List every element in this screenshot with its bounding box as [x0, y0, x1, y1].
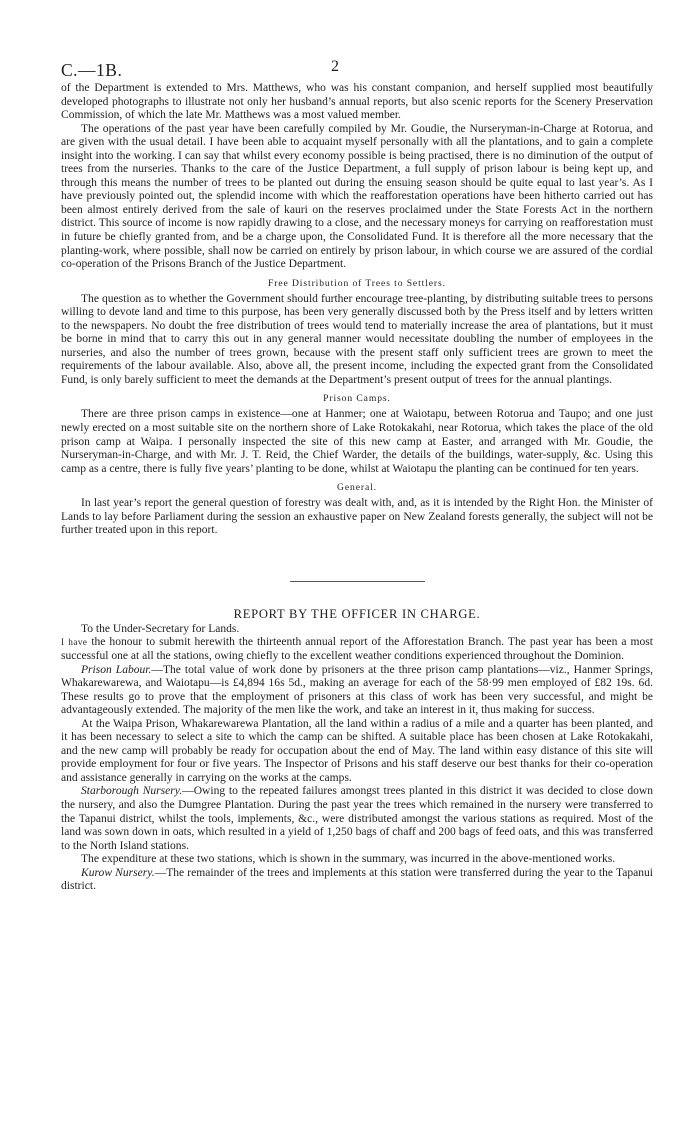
intro-paragraph-2: The operations of the past year have been carefully compiled by Mr. Goudie, the Nurseryman-in-Charge at Rotorua, and are given with the usual detail. I have been able to acquaint myself personally with all the plantations, and to gain a complete insight into the working. I can say that whilst every economy possible is being practised, there is no diminution of the output of trees from the nurseries. Thanks to the care of the Justice Department, a full supply of prison labour is being kept up, and through this means the number of trees to be planted out during the ensuing season should be quite equal to last year’s. As I have previously pointed out, the splendid income with which the reafforestation operations have been hitherto carried out has been almost entirely derived from the sale of kauri on the reserves proclaimed under the State Forests Act in the northern district. This source of income is now rapidly drawing to a close, and the necessary moneys for carrying on reafforestation must in future be chiefly granted from, and be a charge upon, the Consolidated Fund. It is therefore all the more necessary that the planting-work, where possible, shall now be carried on entirely by prison labour, in which course we are assured of the cordial co-operation of the Prisons Branch of the Justice Department. [61, 122, 653, 271]
starborough-title: Starborough Nursery. [81, 785, 183, 798]
prison-labour-paragraph [61, 664, 653, 718]
section-heading-prison-camps: Prison Camps. [323, 393, 391, 405]
document-page [61, 56, 653, 894]
free-distribution-paragraph: The question as to whether the Government should further encourage tree-planting, by distributing suitable trees to persons willing to devote land and time to this purpose, has been very generally discussed both by the Press itself and by letters written to the newspapers. No doubt the free distribution of trees would tend to materially increase the area of plantations, but it must be borne in mind that to carry this out in any general manner would necessitate doubling the number of employees in the nurseries, and also the number of trees grown, because with the present staff only sufficient trees are grown to meet the requirements of the labour available. Also, above all, the present income, including the expected grant from the Consolidated Fund, is only barely sufficient to meet the demands at the Department’s present output of trees for the annual plantings. [61, 292, 653, 386]
opening-text: the honour to submit herewith the thirteenth annual report of the Afforestation Branch. The past year has been a most successful one at all the stations, owing chiefly to the excellent weather conditions experienced throughout the Dominion. [61, 636, 653, 662]
document-code: C.—1B. [61, 60, 123, 80]
prison-labour-text: —The total value of work done by prisoners at the three prison camp plantations—viz., Hanmer Springs, Whakarewarewa, and Waiotapu—is £4,894 16s 5d., making an average for each of the 58·99 men employed of £82 19s. 6d. These results go to prove that the employment of prisoners at this class of work has been very successful, and might be advantageously extended. The majority of the men like the work, and take an interest in it, thus making for success. [61, 663, 653, 717]
starborough-text: —Owing to the repeated failures amongst trees planted in this district it was decided to close down the nursery, and also the Dumgree Plantation. During the past year the trees which remained in the nursery were transferred to the Tapanui district, whilst the tools, implements, &c., were distributed amongst the various stations as required. Most of the land was sown down in oats, which resulted in a yield of 1,250 bags of chaff and 200 bags of feed oats, and this was transferred to the North Island stations. [61, 785, 653, 852]
report-opening-paragraph [61, 636, 653, 663]
report-title: REPORT BY THE OFFICER IN CHARGE. [233, 606, 481, 621]
kurow-paragraph [61, 867, 653, 894]
starborough-paragraph [61, 785, 653, 853]
expenditure-paragraph: The expenditure at these two stations, which is shown in the summary, was incurred in the above-mentioned works. [81, 853, 616, 866]
report-addressee: To the Under-Secretary for Lands. [81, 622, 240, 635]
waipa-prison-paragraph: At the Waipa Prison, Whakarewarewa Plantation, all the land within a radius of a mile and a quarter has been planted, and it has been necessary to select a site to which the camp can be shifted. A suitable place has been chosen at Lake Rotokakahi, and the new camp will probably be ready for occupation about the end of May. The land within easy distance of this site will provide employment for four or five years. The Inspector of Prisons and his staff deserve our best thanks for their co-operation and assistance generally in carrying on the works at the camps. [61, 717, 653, 784]
intro-paragraph-1: of the Department is extended to Mrs. Matthews, who was his constant companion, and herself supplied most beautifully developed photographs to illustrate not only her husband’s annual reports, but also scenic reports for the Scenery Preservation Commission, of which the late Mr. Matthews was a most valued member. [61, 82, 653, 122]
opening-lead-words: I have [61, 637, 88, 648]
prison-camps-paragraph: There are three prison camps in existence—one at Hanmer; one at Waiotapu, between Rotorua and Taupo; and one just newly erected on a most suitable site on the northern shore of Lake Rotokakahi, near Rotorua, which takes the place of the old prison camp at Waipa. I personally inspected the site of this new camp at Easter, and arranged with Mr. Goudie, the Nurseryman-in-Charge, and with Mr. J. T. Reid, the Chief Warder, the details of the buildings, water-supply, &c. Using this camp as a centre, there is fully five years’ planting to be done, whilst at Waiotapu the planting can be continued for ten years. [61, 408, 653, 475]
general-paragraph: In last year’s report the general question of forestry was dealt with, and, as it is intended by the Right Hon. the Minister of Lands to lay before Parliament during the session an exhaustive paper on New Zealand forests generally, the subject will not be further treated upon in this report. [61, 497, 653, 537]
section-heading-free-distribution: Free Distribution of Trees to Settlers. [268, 277, 446, 289]
kurow-title: Kurow Nursery. [81, 866, 155, 879]
section-divider [290, 581, 425, 582]
running-header [61, 56, 653, 82]
kurow-text: —The remainder of the trees and implements at this station were transferred during the year to the Tapanui district. [61, 866, 653, 893]
page-number: 2 [331, 58, 339, 75]
prison-labour-title: Prison Labour. [81, 663, 152, 676]
section-heading-general: General. [337, 482, 377, 494]
